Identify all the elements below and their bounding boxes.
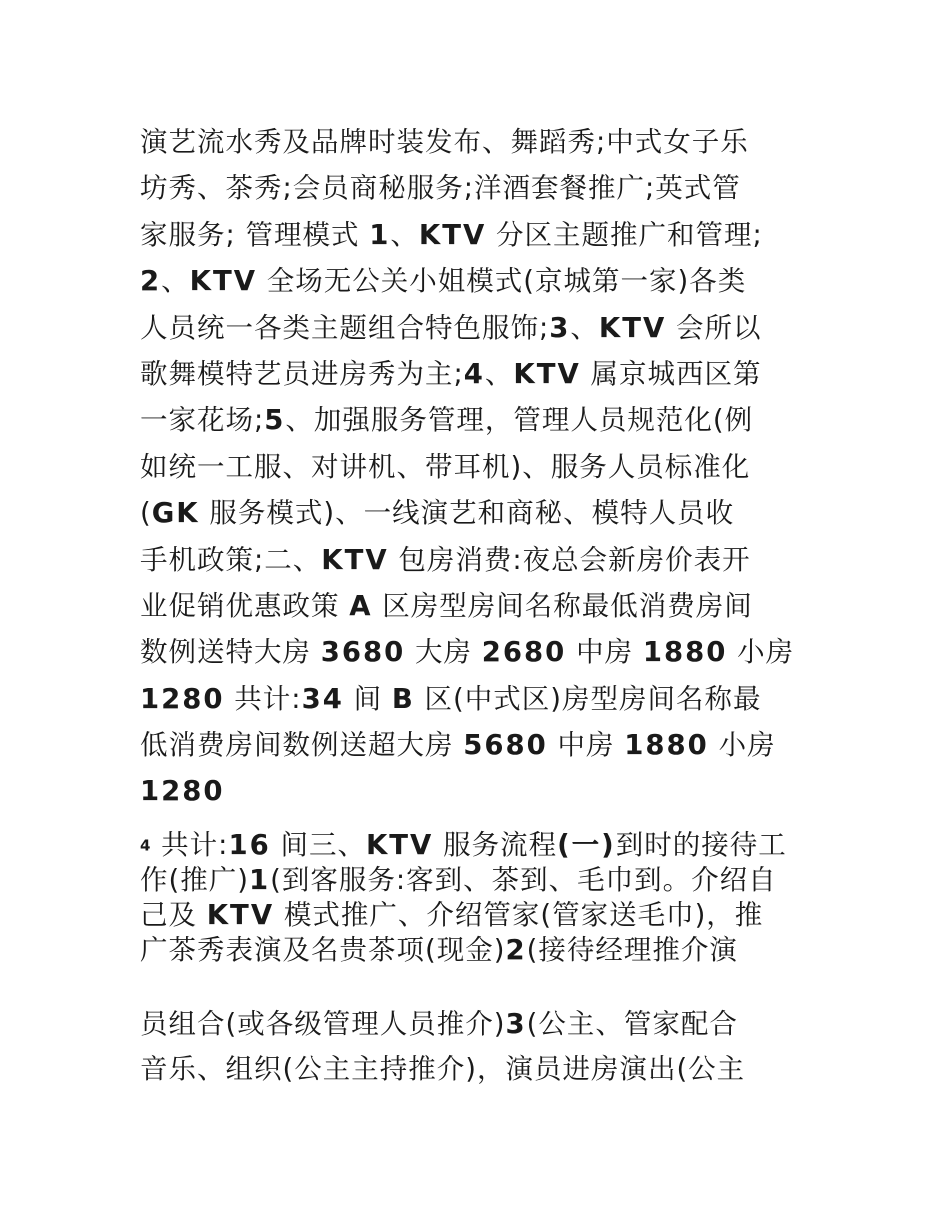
text-run: 己及: [140, 899, 207, 931]
bold-text-run: 4: [463, 357, 485, 390]
text-block-3: [140, 1002, 820, 1092]
text-run: (: [140, 497, 152, 530]
text-run: 服务模式)、一线演艺和商秘、模特人员收: [199, 497, 735, 530]
text-run: 到时的接待工: [615, 829, 787, 861]
text-line: [140, 898, 820, 933]
text-run: 中房: [566, 636, 643, 669]
text-line: [140, 305, 820, 351]
bold-text-run: 1280: [140, 775, 225, 808]
bold-text-run: KTV: [513, 357, 581, 390]
bold-text-run: KTV: [418, 218, 487, 251]
bold-text-run: 1: [248, 864, 271, 896]
text-run: 一家花场;: [140, 404, 265, 437]
text-line: [140, 537, 820, 583]
bold-text-run: 3: [505, 1008, 527, 1040]
bold-text-run: KTV: [321, 543, 389, 576]
bold-text-run: 5680: [463, 729, 548, 762]
text-line: [140, 629, 820, 675]
text-run: 作(推广): [140, 864, 249, 896]
bold-text-run: 34: [301, 682, 344, 715]
text-run: 小房: [708, 729, 776, 762]
bold-text-run: 1280: [140, 682, 225, 715]
text-run: 业促销优惠政策: [140, 589, 350, 622]
text-run: 中房: [547, 729, 625, 762]
bold-text-run: B: [391, 682, 415, 715]
text-run: 分区主题推广和管理;: [486, 218, 763, 251]
text-line: [140, 119, 820, 165]
text-run: 人员统一各类主题组合特色服饰;: [140, 311, 550, 344]
text-run: 会所以: [666, 311, 762, 344]
text-run: 、: [484, 357, 514, 390]
text-run: 间三、: [270, 829, 366, 861]
bold-text-run: 4: [140, 836, 152, 855]
bold-text-run: (一): [557, 829, 616, 861]
text-run: 区(中式区)房型房间名称最: [414, 682, 762, 715]
text-run: 、: [390, 218, 419, 251]
text-run: 家服务; 管理模式: [140, 218, 370, 251]
bold-text-run: 1880: [642, 636, 728, 669]
text-run: 员组合(或各级管理人员推介): [140, 1008, 506, 1040]
bold-text-run: 2680: [481, 636, 567, 669]
text-block-2: [140, 828, 820, 968]
bold-text-run: KTV: [598, 311, 667, 344]
text-run: 、: [570, 311, 599, 344]
bold-text-run: A: [349, 589, 373, 622]
text-run: 全场无公关小姐模式(京城第一家)各类: [257, 265, 747, 298]
text-line: [140, 676, 820, 722]
text-run: 服务流程: [433, 829, 558, 861]
text-run: 属京城西区第: [580, 357, 762, 390]
bold-text-run: 16: [228, 829, 271, 861]
text-run: 广茶秀表演及名贵茶项(现金): [140, 934, 506, 966]
text-run: 小房: [727, 636, 795, 669]
text-run: 歌舞模特艺员进房秀为主;: [140, 357, 464, 390]
text-run: 大房: [405, 636, 482, 669]
text-line: [140, 490, 820, 536]
text-line: [140, 212, 820, 258]
text-line: [140, 583, 820, 629]
bold-text-run: KTV: [206, 899, 275, 931]
text-run: (公主、管家配合: [526, 1008, 738, 1040]
text-run: 数例送特大房: [140, 636, 321, 669]
bold-text-run: 5: [264, 404, 286, 437]
text-line: [140, 722, 820, 768]
text-line: [140, 444, 820, 490]
text-run: 、: [161, 265, 190, 298]
text-run: 包房消费:夜总会新房价表开: [388, 543, 751, 576]
text-line: [140, 397, 820, 443]
text-run: 区房型房间名称最低消费房间: [372, 589, 753, 622]
text-line: [140, 863, 820, 898]
text-line: [140, 828, 820, 863]
bold-text-run: 2: [140, 265, 162, 298]
text-run: 间: [343, 682, 392, 715]
bold-text-run: 3: [549, 311, 571, 344]
bold-text-run: KTV: [365, 829, 434, 861]
text-line: [140, 933, 820, 968]
text-line: [140, 351, 820, 397]
text-block-1: [140, 119, 820, 815]
text-run: (到客服务:客到、茶到、毛巾到。介绍自: [270, 864, 777, 896]
bold-text-run: KTV: [189, 265, 257, 298]
bold-text-run: 1: [369, 218, 391, 251]
text-run: 演艺流水秀及品牌时装发布、舞蹈秀;中式女子乐: [140, 126, 749, 158]
text-line: [140, 258, 820, 304]
text-run: 、加强服务管理，管理人员规范化(例: [285, 404, 754, 437]
bold-text-run: 2: [505, 934, 527, 966]
text-run: 共计:: [151, 829, 229, 861]
text-run: 共计:: [224, 682, 302, 715]
text-line: [140, 1047, 820, 1092]
bold-text-run: 3680: [320, 636, 406, 669]
text-line: [140, 1002, 820, 1047]
text-run: 坊秀、茶秀;会员商秘服务;洋酒套餐推广;英式管: [140, 172, 741, 205]
text-run: (接待经理推介演: [526, 934, 738, 966]
text-line: [140, 768, 820, 814]
text-line: [140, 165, 820, 211]
text-run: 模式推广、介绍管家(管家送毛巾)，推: [274, 899, 764, 931]
bold-text-run: 1880: [624, 729, 709, 762]
text-run: 如统一工服、对讲机、带耳机)、服务人员标准化: [140, 450, 751, 483]
text-run: 手机政策;二、: [140, 543, 322, 576]
bold-text-run: GK: [151, 497, 200, 530]
text-run: 音乐、组织(公主主持推介)，演员进房演出(公主: [140, 1053, 746, 1085]
text-run: 低消费房间数例送超大房: [140, 729, 464, 762]
